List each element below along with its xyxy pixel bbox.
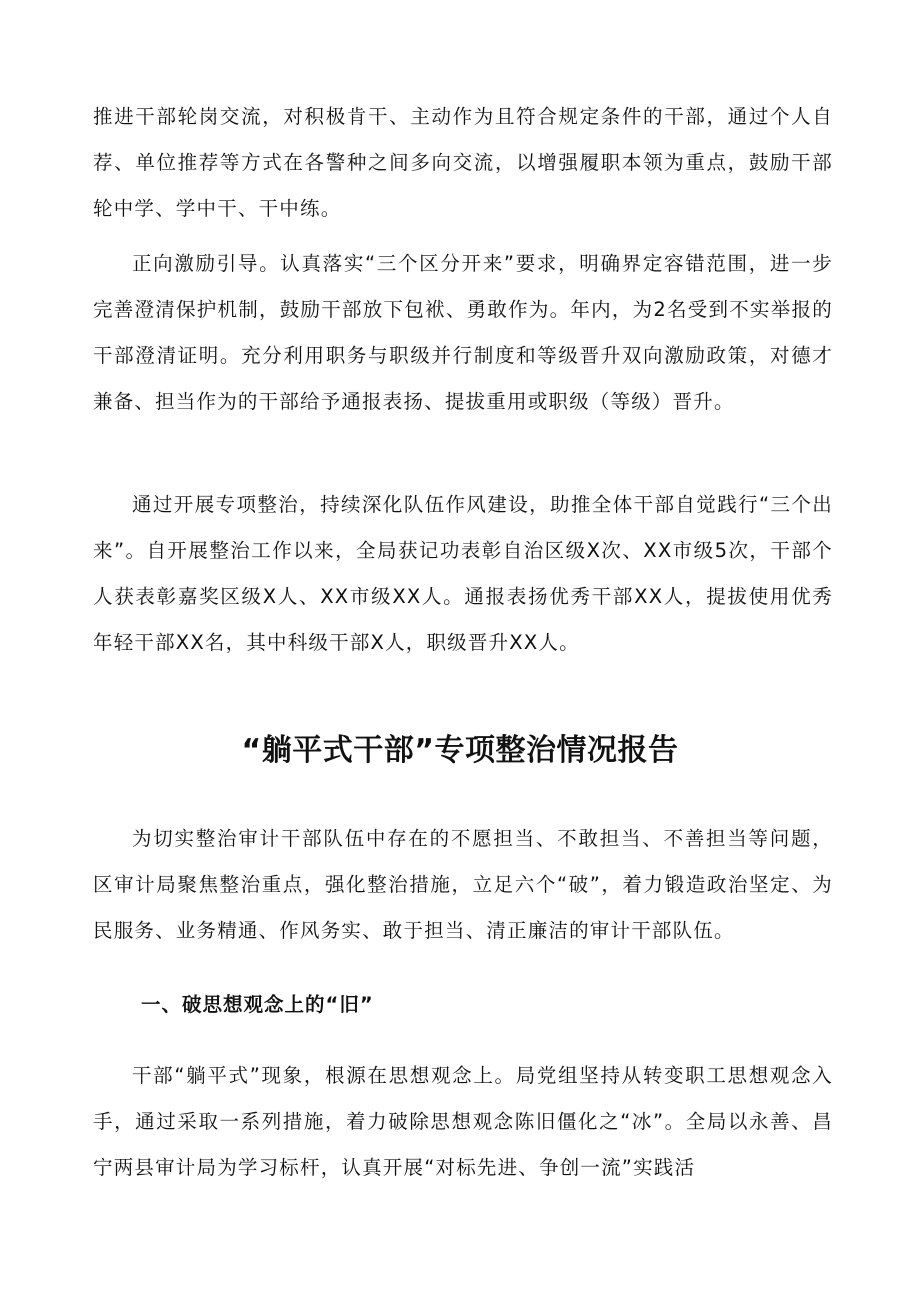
paragraph-cadre-rotation: 推进干部轮岗交流，对积极肯干、主动作为且符合规定条件的干部，通过个人自荐、单位推荐等方式在各警种之间多向交流，以增强履职本领为重点，鼓励干部轮中学、学中干、干中练。 — [93, 105, 833, 220]
paragraph-positive-incentive: 正向激励引导。认真落实“三个区分开来”要求，明确界定容错范围，进一步完善澄清保护机制，鼓励干部放下包袱、勇敢作为。年内，为2名受到不实举报的干部澄清证明。充分利用职务与职级并行制度和等级晋升双向激励政策，对德才兼备、担当作为的干部给予通报表扬、提拔重用或职级（等级）晋升。 — [93, 252, 833, 413]
paragraph-rectification-results: 通过开展专项整治，持续深化队伍作风建设，助推全体干部自觉践行“三个出来”。自开展整治工作以来，全局获记功表彰自治区级X次、XX市级5次，干部个人获表彰嘉奖区级X人、XX市级XX人。通报表扬优秀干部XX人，提拔使用优秀年轻干部XX名，其中科级干部X人，职级晋升XX人。 — [93, 493, 833, 654]
paragraph-report-intro: 为切实整治审计干部队伍中存在的不愿担当、不敢担当、不善担当等问题，区审计局聚焦整治重点，强化整治措施，立足六个“破”，着力锻造政治坚定、为民服务、业务精通、作风务实、敢于担当、清正廉洁的审计干部队伍。 — [93, 827, 833, 942]
report-title: “躺平式干部”专项整治情况报告 — [241, 733, 679, 768]
section-heading-1: 一、破思想观念上的“旧” — [141, 993, 374, 1016]
paragraph-section-1: 干部“躺平式”现象，根源在思想观念上。局党组坚持从转变职工思想观念入手，通过采取一系列措施，着力破除思想观念陈旧僵化之“冰”。全局以永善、昌宁两县审计局为学习标杆，认真开展“对标先进、争创一流”实践活 — [93, 1064, 833, 1179]
